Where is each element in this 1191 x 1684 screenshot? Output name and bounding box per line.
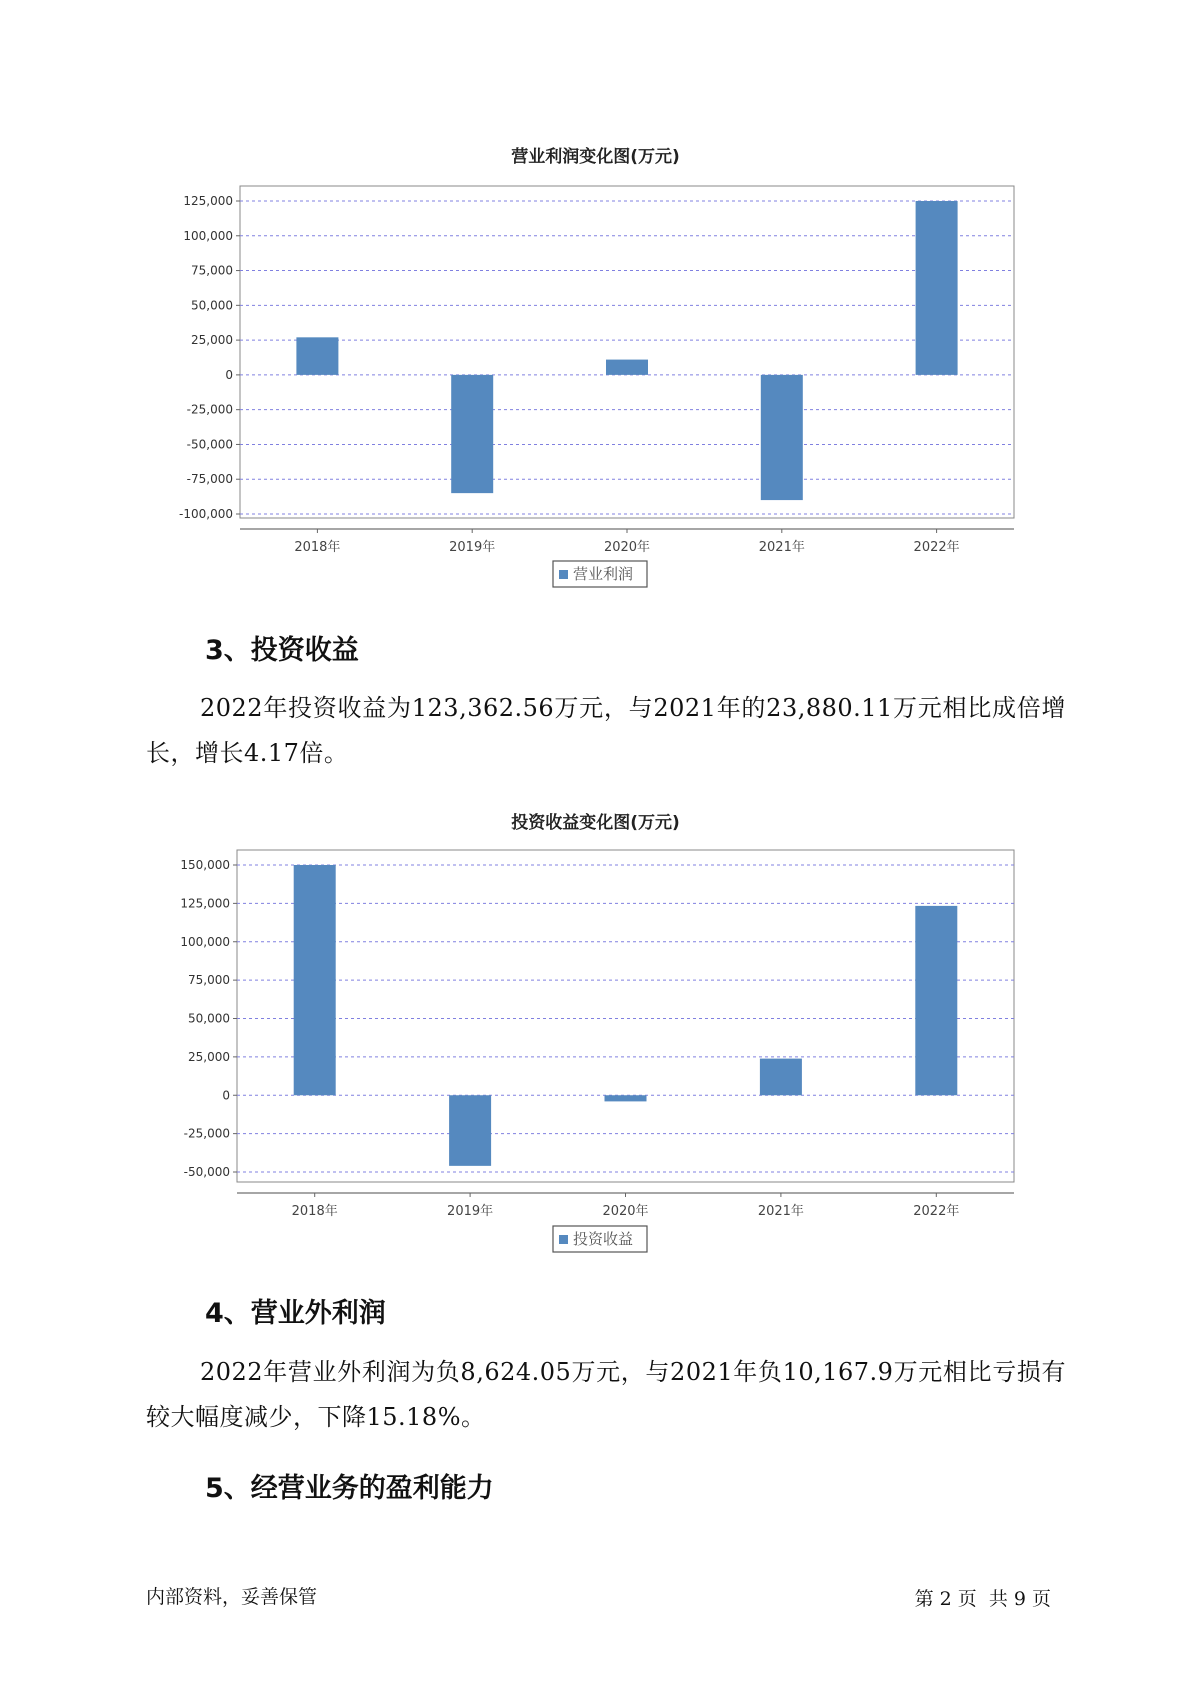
y-tick-label: -75,000 <box>186 472 233 487</box>
y-tick-label: -50,000 <box>183 1165 230 1179</box>
section-non-operating-heading: 4、营业外利润 <box>205 1298 386 1329</box>
bar-2020年 <box>605 1095 647 1101</box>
bar-2021年 <box>760 1059 802 1096</box>
y-tick-label: 125,000 <box>183 194 233 208</box>
y-tick-label: 50,000 <box>188 1011 230 1026</box>
x-tick-label: 2020年 <box>602 1204 649 1219</box>
y-tick-label: -100,000 <box>179 507 233 521</box>
x-tick-label: 2019年 <box>447 1204 494 1219</box>
y-tick-label: 50,000 <box>191 298 233 313</box>
legend-swatch <box>559 1235 568 1244</box>
section-investment-text: 2022年投资收益为123,362.56万元，与2021年的23,880.11万元相比成倍增长，增长4.17倍。 <box>146 694 1066 767</box>
y-tick-label: 75,000 <box>188 973 230 988</box>
investment-income-chart-title: 投资收益变化图(万元) <box>511 813 680 833</box>
x-tick-label: 2022年 <box>913 540 960 555</box>
section-profitability-heading: 5、经营业务的盈利能力 <box>205 1473 494 1504</box>
y-tick-label: 125,000 <box>180 896 230 911</box>
y-tick-label: 100,000 <box>183 228 233 243</box>
x-tick-label: 2019年 <box>449 540 496 555</box>
y-tick-label: 100,000 <box>180 934 230 949</box>
legend-label: 投资收益 <box>573 1230 634 1248</box>
operating-profit-chart-title: 营业利润变化图(万元) <box>511 147 680 167</box>
y-tick-label: -50,000 <box>186 437 233 452</box>
x-tick-label: 2021年 <box>757 1204 804 1219</box>
plot-border <box>237 850 1014 1182</box>
section-non-operating-text: 2022年营业外利润为负8,624.05万元，与2021年负10,167.9万元相比亏损有较大幅度减少，下降15.18%。 <box>146 1358 1066 1431</box>
legend-label: 营业利润 <box>573 565 634 583</box>
legend <box>553 1226 647 1252</box>
x-tick-label: 2022年 <box>913 1204 960 1219</box>
y-tick-label: 0 <box>222 1088 230 1103</box>
footer-page-number: 第 2 页 共 9 页 <box>914 1588 1051 1610</box>
x-tick-label: 2020年 <box>603 540 651 555</box>
y-tick-label: 0 <box>225 367 233 382</box>
x-tick-label: 2018年 <box>291 1204 338 1219</box>
section-investment-heading: 3、投资收益 <box>205 635 359 666</box>
y-tick-label: 75,000 <box>191 263 233 278</box>
footer-confidential-note: 内部资料，妥善保管 <box>146 1586 318 1608</box>
y-tick-label: -25,000 <box>186 402 233 417</box>
x-tick-label: 2018年 <box>294 540 341 555</box>
y-tick-label: -25,000 <box>183 1126 230 1141</box>
x-tick-label: 2021年 <box>758 540 805 555</box>
bar-2019年 <box>449 1095 491 1166</box>
bar-2018年 <box>294 865 336 1095</box>
y-tick-label: 150,000 <box>180 858 230 872</box>
bar-2022年 <box>915 906 957 1095</box>
y-tick-label: 25,000 <box>188 1049 230 1064</box>
y-tick-label: 25,000 <box>191 333 233 348</box>
